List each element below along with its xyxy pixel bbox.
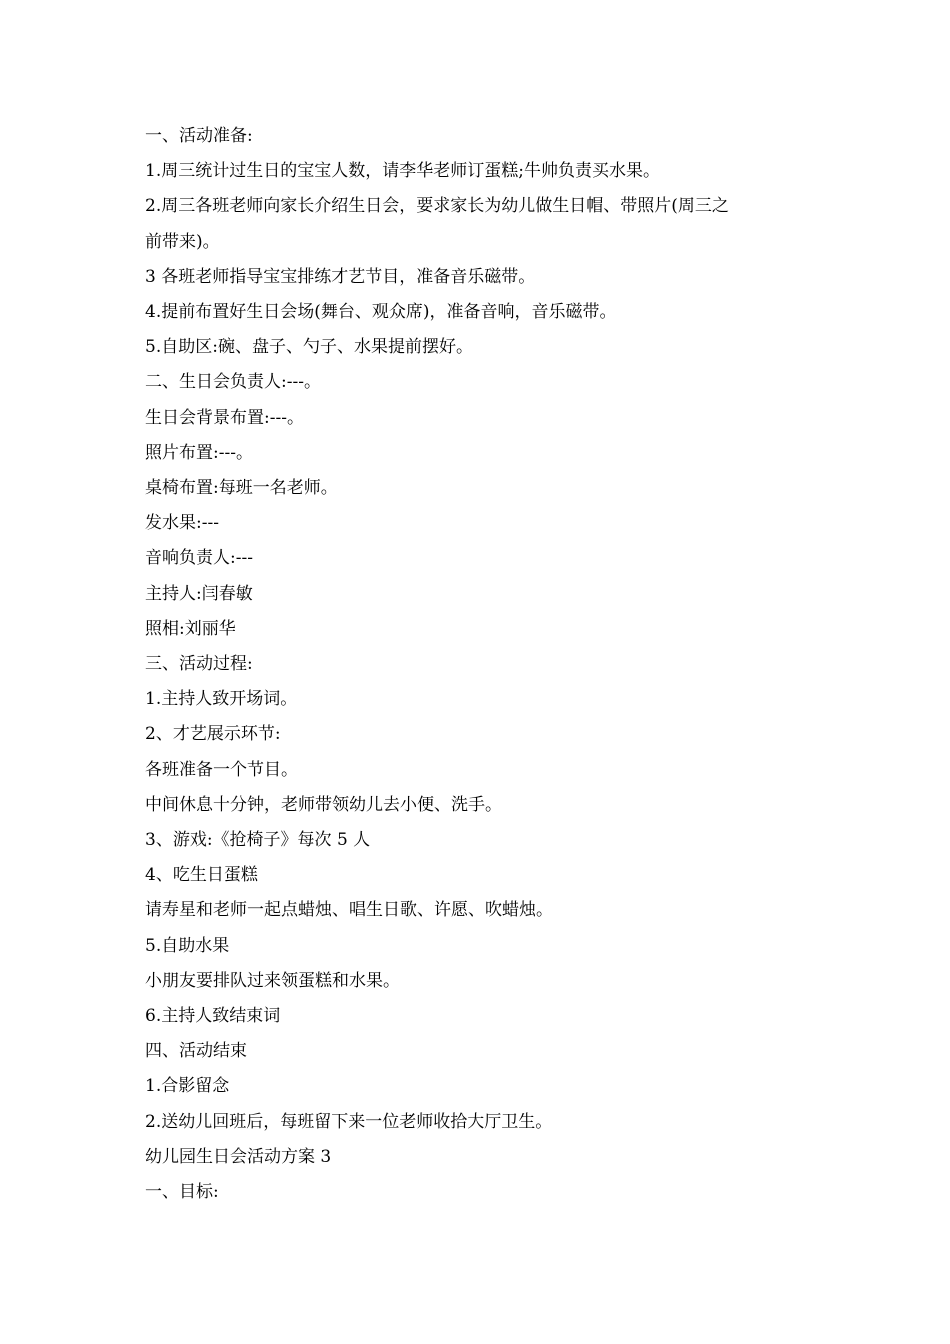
text-line: 中间休息十分钟，老师带领幼儿去小便、洗手。: [145, 794, 502, 815]
section-heading-responsible: 二、生日会负责人:---。: [145, 372, 321, 393]
text-line: 照相:刘丽华: [145, 618, 236, 639]
plan-title: 幼儿园生日会活动方案 3: [145, 1146, 332, 1167]
text-line: 3 各班老师指导宝宝排练才艺节目，准备音乐磁带。: [145, 266, 536, 287]
text-line: 照片布置:---。: [145, 442, 253, 463]
text-line: 发水果:---: [145, 513, 219, 534]
text-line: 2、才艺展示环节:: [145, 724, 281, 745]
text-line: 桌椅布置:每班一名老师。: [145, 478, 338, 499]
text-line: 4、吃生日蛋糕: [145, 865, 258, 886]
text-line: 各班准备一个节目。: [145, 759, 298, 780]
text-line: 5.自助水果: [145, 935, 230, 956]
text-line: 6.主持人致结束词: [145, 1006, 281, 1027]
text-line: 4.提前布置好生日会场(舞台、观众席)，准备音响，音乐磁带。: [145, 302, 617, 323]
text-line: 前带来)。: [145, 231, 220, 252]
section-heading-process: 三、活动过程:: [145, 654, 253, 675]
section-heading-goals: 一、目标:: [145, 1182, 219, 1203]
text-line: 生日会背景布置:---。: [145, 407, 304, 428]
text-line: 1.合影留念: [145, 1076, 230, 1097]
text-line: 2.周三各班老师向家长介绍生日会，要求家长为幼儿做生日帽、带照片(周三之: [145, 196, 729, 217]
text-line: 音响负责人:---: [145, 548, 253, 569]
text-line: 5.自助区:碗、盘子、勺子、水果提前摆好。: [145, 337, 473, 358]
text-line: 1.周三统计过生日的宝宝人数，请李华老师订蛋糕;牛帅负责买水果。: [145, 161, 660, 182]
text-line: 小朋友要排队过来领蛋糕和水果。: [145, 970, 400, 991]
section-heading-preparation: 一、活动准备:: [145, 126, 253, 146]
document-body: [145, 119, 825, 1210]
text-line: 3、游戏:《抢椅子》每次 5 人: [145, 830, 371, 851]
section-heading-end: 四、活动结束: [145, 1041, 247, 1062]
text-line: 2.送幼儿回班后，每班留下来一位老师收拾大厅卫生。: [145, 1111, 553, 1132]
text-line: 主持人:闫春敏: [145, 583, 253, 604]
text-line: 请寿星和老师一起点蜡烛、唱生日歌、许愿、吹蜡烛。: [145, 900, 553, 921]
text-line: 1.主持人致开场词。: [145, 689, 298, 710]
